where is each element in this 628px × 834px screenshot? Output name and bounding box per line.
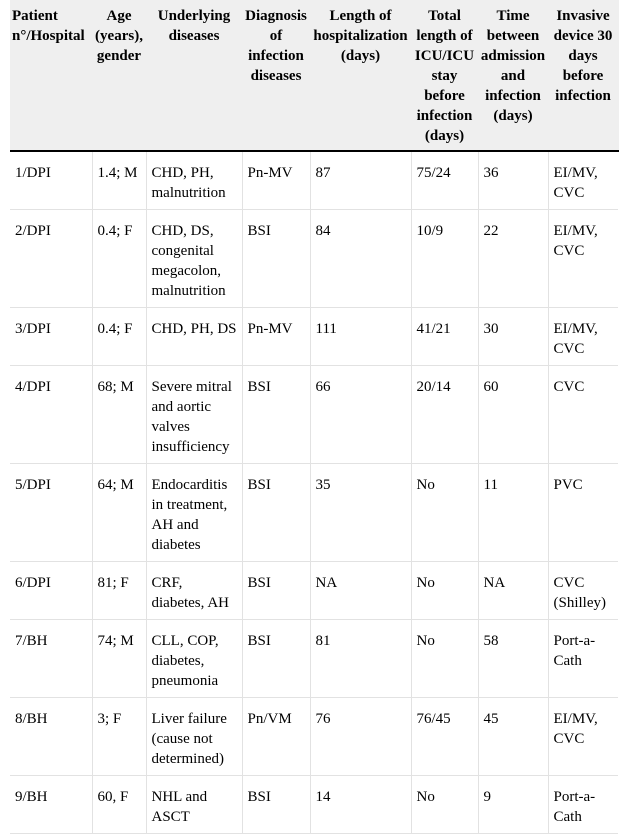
column-header: Invasive device 30 days before infection — [548, 0, 618, 151]
column-header: Total length of ICU/ICU stay before infection (days) — [411, 0, 478, 151]
table-cell: 74; M — [92, 620, 146, 698]
table-cell: EI/MV, CVC — [553, 165, 598, 201]
table-container — [10, 0, 618, 834]
table-cell: 7/BH — [10, 620, 92, 698]
table-cell: No — [411, 562, 478, 620]
table-cell: Pn-MV — [242, 308, 310, 366]
table-cell: BSI — [242, 366, 310, 464]
table-cell: BSI — [242, 464, 310, 562]
table-cell: EI/MV, CVC — [553, 711, 598, 747]
table-cell: Port-a-Cath — [553, 633, 596, 669]
table-cell: 58 — [478, 620, 548, 698]
column-header: Length of hospitalization (days) — [310, 0, 411, 151]
table-cell: Endocarditis in treatment, AH and diabetes — [146, 464, 242, 562]
table-cell: 87 — [310, 151, 411, 210]
table-cell: 6/DPI — [10, 562, 92, 620]
table-cell: NA — [310, 562, 411, 620]
table-cell: No — [411, 620, 478, 698]
table-cell: 4/DPI — [10, 366, 92, 464]
column-header: Diagnosis of infection diseases — [242, 0, 310, 151]
table-row — [10, 210, 618, 308]
table-cell: 81; F — [92, 562, 146, 620]
table-cell: 3; F — [92, 698, 146, 776]
table-cell: 111 — [310, 308, 411, 366]
table-cell: 60 — [478, 366, 548, 464]
table-row — [10, 151, 618, 210]
table-cell: EI/MV, CVC — [553, 321, 598, 357]
table-cell: 84 — [310, 210, 411, 308]
table-cell: 81 — [310, 620, 411, 698]
table-cell: 64; M — [92, 464, 146, 562]
table-cell: 9 — [478, 776, 548, 834]
table-cell: EI/MV, CVC — [553, 223, 598, 259]
table-cell: 14 — [310, 776, 411, 834]
table-cell: BSI — [242, 776, 310, 834]
table-cell: 41/21 — [411, 308, 478, 366]
table-cell: 11 — [478, 464, 548, 562]
table-cell: CLL, COP, diabetes, pneumonia — [146, 620, 242, 698]
table-cell: CRF, diabetes, AH — [146, 562, 242, 620]
table-cell: 68; M — [92, 366, 146, 464]
table-body — [10, 151, 618, 834]
table-row — [10, 698, 618, 776]
table-cell: Port-a-Cath — [553, 789, 596, 825]
table-cell: NHL and ASCT — [146, 776, 242, 834]
table-cell: CHD, PH, malnutrition — [146, 151, 242, 210]
table-cell: No — [411, 776, 478, 834]
table-cell: 9/BH — [10, 776, 92, 834]
table-cell: BSI — [242, 620, 310, 698]
column-header: Age (years), gender — [92, 0, 146, 151]
table-cell: 8/BH — [10, 698, 92, 776]
header-row — [10, 0, 618, 151]
table-cell: NA — [478, 562, 548, 620]
table-cell: 1.4; M — [92, 151, 146, 210]
table-cell: Liver failure (cause not determined) — [146, 698, 242, 776]
table-cell: Pn-MV — [242, 151, 310, 210]
table-cell: 22 — [478, 210, 548, 308]
table-cell: 76/45 — [411, 698, 478, 776]
table-cell: 66 — [310, 366, 411, 464]
table-cell: 35 — [310, 464, 411, 562]
table-cell: 1/DPI — [10, 151, 92, 210]
table-cell: 75/24 — [411, 151, 478, 210]
table-row — [10, 620, 618, 698]
table-cell: 0.4; F — [92, 308, 146, 366]
table-cell: 60, F — [92, 776, 146, 834]
table-cell: 2/DPI — [10, 210, 92, 308]
table-cell: CVC — [553, 379, 585, 395]
patient-table — [10, 0, 619, 834]
table-row — [10, 464, 618, 562]
column-header: Time between admission and infection (days) — [478, 0, 548, 151]
table-cell: No — [411, 464, 478, 562]
column-header: Patient n°/Hospital — [10, 0, 92, 151]
table-cell: BSI — [242, 562, 310, 620]
table-cell: 45 — [478, 698, 548, 776]
table-row — [10, 562, 618, 620]
table-cell: Pn/VM — [242, 698, 310, 776]
table-row — [10, 308, 618, 366]
column-header: Underlying diseases — [146, 0, 242, 151]
table-row — [10, 776, 618, 834]
table-cell: 20/14 — [411, 366, 478, 464]
table-cell: Severe mitral and aortic valves insufficiency — [146, 366, 242, 464]
table-row — [10, 366, 618, 464]
table-cell: CHD, DS, congenital megacolon, malnutrition — [146, 210, 242, 308]
table-cell: PVC — [553, 477, 583, 493]
table-cell: 76 — [310, 698, 411, 776]
table-cell: 10/9 — [411, 210, 478, 308]
table-cell: BSI — [242, 210, 310, 308]
table-cell: CHD, PH, DS — [146, 308, 242, 366]
table-cell: CVC (Shilley) — [553, 575, 606, 611]
table-cell: 36 — [478, 151, 548, 210]
table-cell: 30 — [478, 308, 548, 366]
table-cell: 5/DPI — [10, 464, 92, 562]
table-cell: 0.4; F — [92, 210, 146, 308]
table-cell: 3/DPI — [10, 308, 92, 366]
